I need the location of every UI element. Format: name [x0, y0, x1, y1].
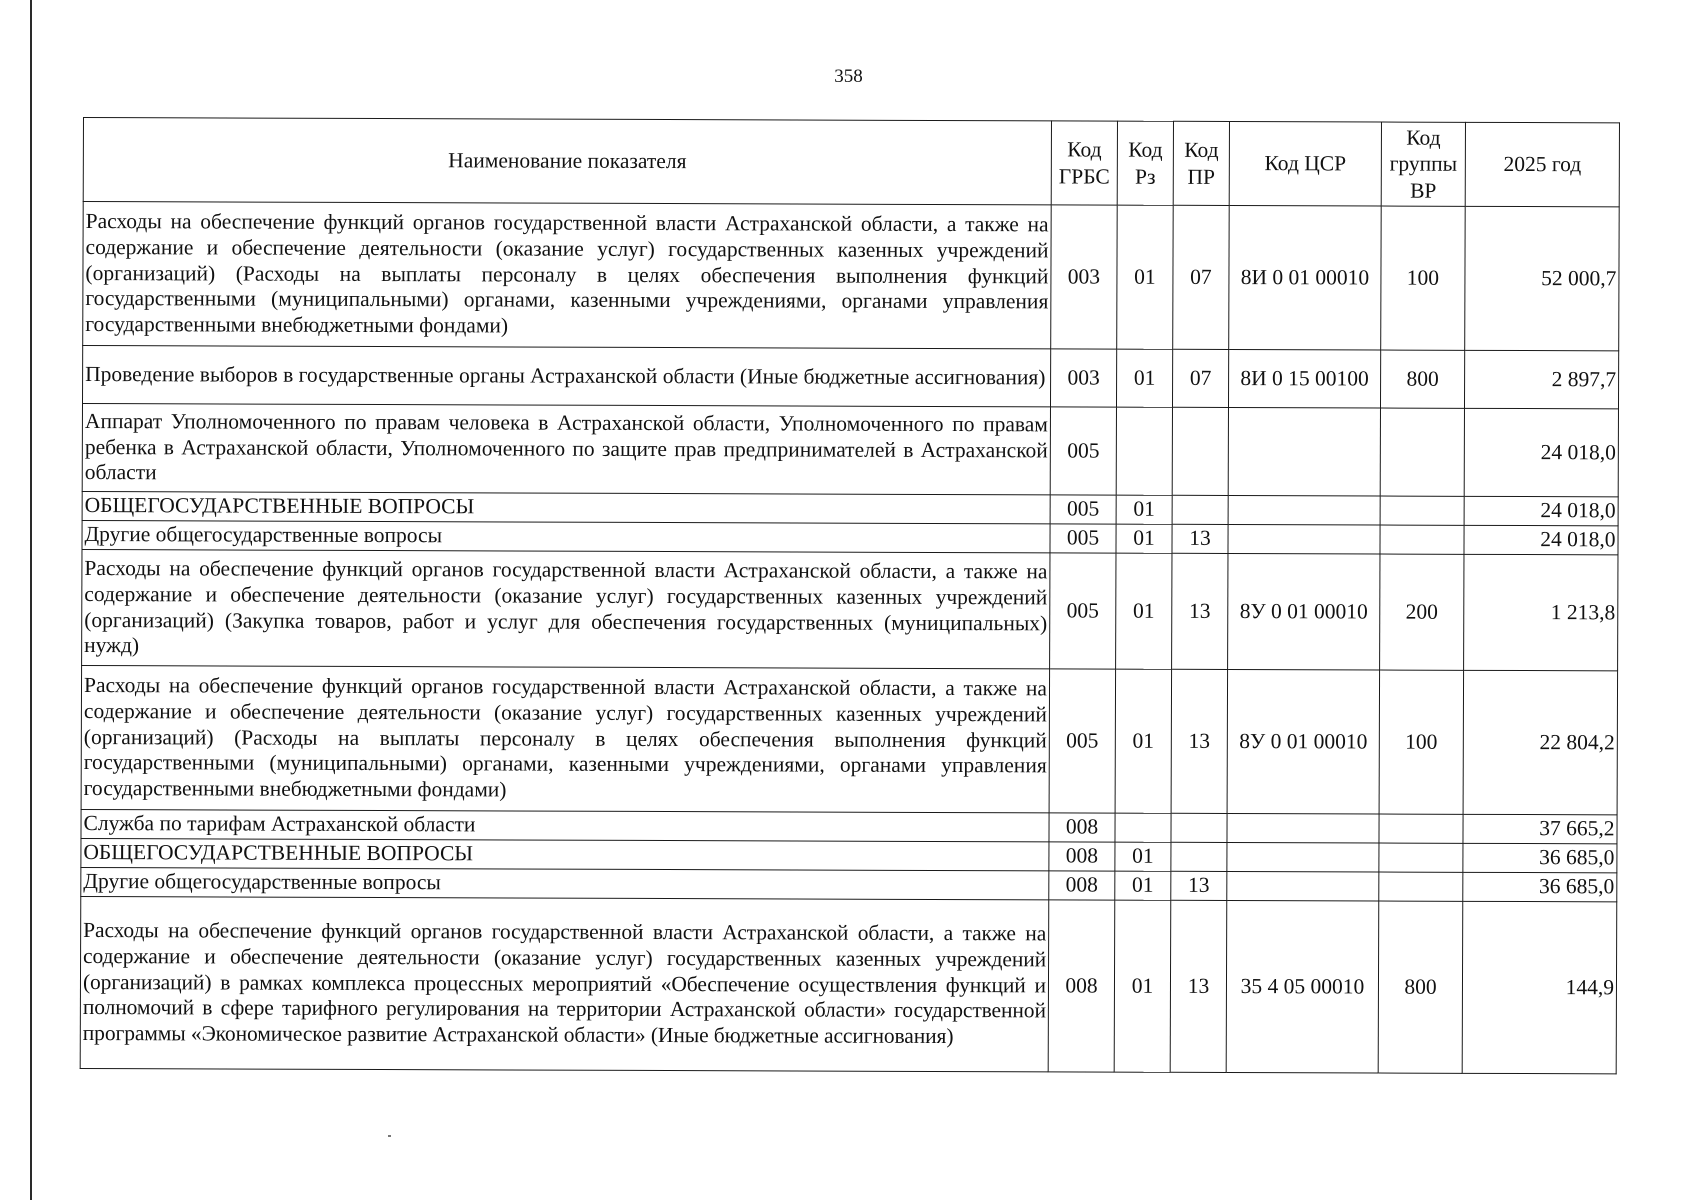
row-name: ОБЩЕГОСУДАРСТВЕННЫЕ ВОПРОСЫ	[82, 491, 1050, 523]
row-pr	[1171, 813, 1227, 842]
row-grbs: 005	[1050, 407, 1116, 495]
row-csr: 8У 0 01 00010	[1227, 669, 1380, 814]
row-name: Проведение выборов в государственные органы Астраханской области (Иные бюджетные ассигнования)	[82, 346, 1050, 407]
row-rz: 01	[1115, 842, 1171, 871]
row-rz: 01	[1114, 900, 1171, 1072]
row-name: Другие общегосударственные вопросы	[82, 520, 1050, 552]
row-amount: 24 018,0	[1464, 525, 1618, 555]
row-csr: 35 4 05 00010	[1226, 900, 1379, 1073]
row-csr	[1227, 842, 1379, 872]
row-pr	[1172, 407, 1228, 495]
row-rz: 01	[1115, 669, 1172, 813]
row-amount: 24 018,0	[1464, 496, 1618, 526]
row-csr	[1228, 524, 1380, 554]
table-row	[82, 404, 1618, 497]
row-csr: 8И 0 15 00100	[1228, 350, 1380, 409]
table-header-row	[83, 118, 1619, 207]
row-pr: 07	[1172, 349, 1228, 407]
row-grbs: 008	[1048, 900, 1115, 1072]
row-grbs: 005	[1049, 669, 1116, 813]
row-name: Расходы на обеспечение функций органов государственной власти Астраханской области, а также на содержание и обеспечение деятельности (оказание услуг) государственных казенных учреждений (организаций) (Закупка товаров, работ и услуг для обеспечения государственных (муниципальных) нужд)	[82, 549, 1050, 668]
header-vr: Код группы ВР	[1381, 122, 1465, 206]
row-pr: 07	[1173, 205, 1230, 349]
row-rz	[1116, 407, 1172, 495]
row-pr: 13	[1171, 871, 1227, 900]
row-rz	[1115, 813, 1171, 842]
table-row	[80, 896, 1617, 1073]
row-vr: 200	[1380, 554, 1464, 670]
row-amount: 37 665,2	[1463, 814, 1617, 844]
row-grbs: 005	[1050, 553, 1116, 669]
row-vr	[1379, 872, 1463, 901]
row-rz: 01	[1116, 495, 1172, 524]
row-amount: 1 213,8	[1464, 554, 1618, 671]
table-row	[83, 202, 1619, 351]
row-pr: 13	[1172, 524, 1228, 553]
budget-table	[80, 117, 1620, 1074]
row-csr	[1227, 813, 1379, 843]
row-pr	[1171, 842, 1227, 871]
row-csr: 8И 0 01 00010	[1229, 206, 1382, 351]
row-rz: 01	[1116, 349, 1172, 407]
header-year: 2025 год	[1465, 122, 1619, 207]
row-grbs: 003	[1050, 349, 1116, 407]
row-grbs: 005	[1050, 495, 1116, 524]
row-grbs: 008	[1049, 842, 1115, 871]
header-pr: Код ПР	[1173, 121, 1229, 205]
left-margin-line	[30, 0, 32, 1200]
row-amount: 36 685,0	[1463, 843, 1617, 873]
row-amount: 2 897,7	[1464, 350, 1618, 409]
row-grbs: 008	[1049, 871, 1115, 900]
row-csr	[1227, 871, 1379, 901]
row-rz: 01	[1116, 524, 1172, 553]
table-row	[82, 346, 1618, 409]
header-name: Наименование показателя	[83, 118, 1051, 205]
row-vr	[1379, 843, 1463, 872]
row-amount: 144,9	[1462, 901, 1617, 1074]
row-vr	[1380, 525, 1464, 554]
row-name: Аппарат Уполномоченного по правам человека в Астраханской области, Уполномоченного по правам ребенка в Астраханской области, Уполномоченного по защите прав предпринимателей в Астраханской области	[82, 404, 1050, 495]
table-row	[82, 549, 1618, 670]
row-name: Другие общегосударственные вопросы	[81, 867, 1049, 899]
row-rz: 01	[1115, 871, 1171, 900]
header-rz: Код Рз	[1117, 121, 1173, 205]
row-vr	[1380, 496, 1464, 525]
row-csr: 8У 0 01 00010	[1228, 553, 1380, 670]
row-vr: 100	[1379, 670, 1464, 814]
row-csr	[1228, 495, 1380, 525]
row-grbs: 003	[1051, 205, 1118, 349]
row-vr: 100	[1381, 206, 1466, 350]
row-name: Служба по тарифам Астраханской области	[81, 809, 1049, 841]
row-amount: 36 685,0	[1463, 872, 1617, 902]
row-vr	[1380, 408, 1464, 496]
row-grbs: 005	[1050, 524, 1116, 553]
row-pr: 13	[1172, 553, 1228, 669]
row-amount: 24 018,0	[1464, 408, 1618, 497]
scan-speck	[388, 1135, 391, 1137]
table-row	[81, 665, 1617, 814]
row-csr	[1228, 408, 1380, 497]
header-csr: Код ЦСР	[1229, 122, 1381, 207]
row-name: Расходы на обеспечение функций органов государственной власти Астраханской области, а также на содержание и обеспечение деятельности (оказание услуг) государственных казенных учреждений (организаций) в рамках комплекса процессных мероприятий «Обеспечение осуществления функций и полномочий в сфере тарифного регулирования на территории Астраханской области» государственной программы «Экономическое развитие Астраханской области» (Иные бюджетные ассигнования)	[80, 896, 1049, 1071]
row-grbs: 008	[1049, 813, 1115, 842]
row-name: Расходы на обеспечение функций органов государственной власти Астраханской области, а также на содержание и обеспечение деятельности (оказание услуг) государственных казенных учреждений (организаций) (Расходы на выплаты персоналу в целях обеспечения выполнения функций государственными (муниципальными) органами, казенными учреждениями, органами управления государственными внебюджетными фондами)	[83, 202, 1051, 349]
row-amount: 52 000,7	[1465, 206, 1620, 351]
row-vr	[1379, 814, 1463, 843]
header-grbs: Код ГРБС	[1051, 121, 1117, 205]
row-name: ОБЩЕГОСУДАРСТВЕННЫЕ ВОПРОСЫ	[81, 838, 1049, 870]
row-name: Расходы на обеспечение функций органов государственной власти Астраханской области, а также на содержание и обеспечение деятельности (оказание услуг) государственных казенных учреждений (организаций) (Расходы на выплаты персоналу в целях обеспечения выполнения функций государственными (муниципальными) органами, казенными учреждениями, органами управления государственными внебюджетными фондами)	[81, 665, 1049, 812]
page-number: 358	[834, 66, 863, 87]
row-pr	[1172, 495, 1228, 524]
row-pr: 13	[1171, 669, 1228, 813]
row-pr: 13	[1170, 900, 1227, 1072]
row-rz: 01	[1117, 205, 1174, 349]
row-vr: 800	[1378, 901, 1463, 1073]
row-rz: 01	[1116, 553, 1172, 669]
row-amount: 22 804,2	[1463, 670, 1618, 815]
row-vr: 800	[1380, 350, 1464, 408]
